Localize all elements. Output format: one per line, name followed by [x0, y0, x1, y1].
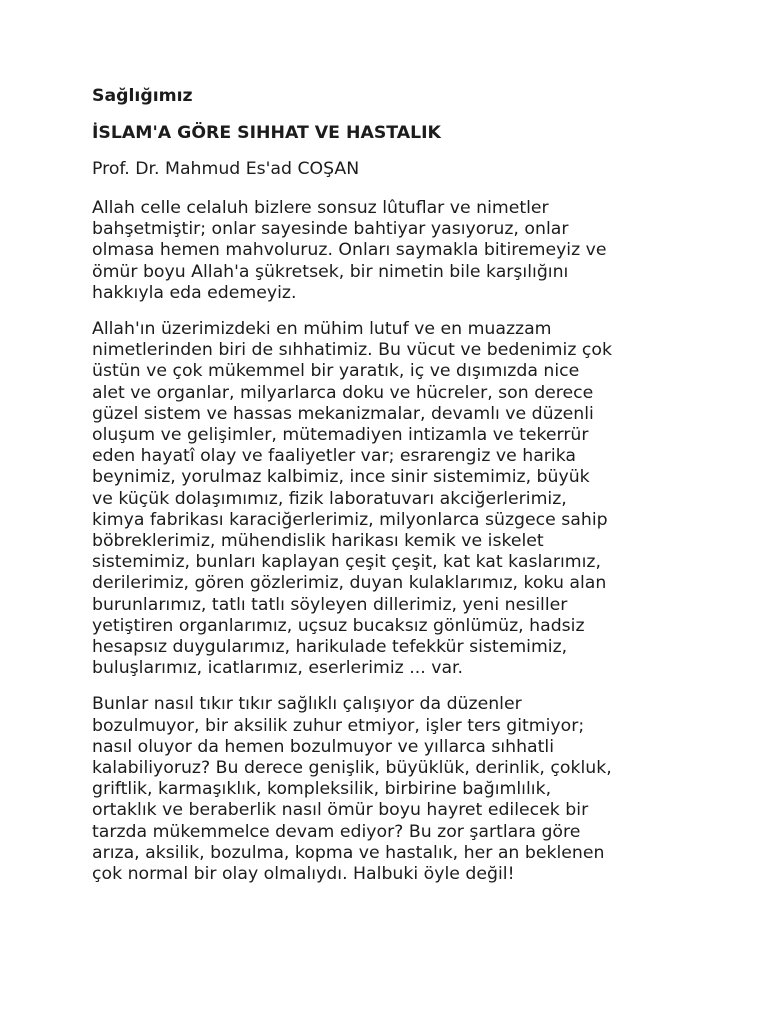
- text-line: olmasa hemen mahvoluruz. Onları saymakla bitiremeyiz ve: [92, 240, 607, 261]
- text-line: üstün ve çok mükemmel bir yaratık, iç ve dışımızda nice: [92, 361, 580, 382]
- text-line: çok normal bir olay olmalıydı. Halbuki öyle değil!: [92, 864, 515, 885]
- text-line: bahşetmiştir; onlar sayesinde bahtiyar yasıyoruz, onlar: [92, 219, 569, 240]
- text-line: alet ve organlar, milyarlarca doku ve hücreler, son derece: [92, 382, 594, 403]
- text-line: eden hayatî olay ve faaliyetler var; esrarengiz ve harika: [92, 446, 576, 467]
- text-line: nasıl oluyor da hemen bozulmuyor ve yıllarca sıhhatli: [92, 736, 555, 757]
- text-line: derilerimiz, gören gözlerimiz, duyan kulaklarımız, koku alan: [92, 573, 607, 594]
- paragraph-2: [92, 319, 692, 679]
- text-line: böbreklerimiz, mühendislik harikası kemik ve iskelet: [92, 531, 544, 552]
- text-line: kimya fabrikası karaciğerlerimiz, milyonlarca süzgece sahip: [92, 509, 608, 530]
- author-line: Prof. Dr. Mahmud Es'ad COŞAN: [92, 159, 360, 179]
- text-line: oluşum ve gelişimler, mütemadiyen intizamla ve tekerrür: [92, 425, 589, 446]
- text-line: Bunlar nasıl tıkır tıkır sağlıklı çalışıyor da düzenler: [92, 694, 522, 715]
- text-line: griftlik, karmaşıklık, kompleksilik, birbirine bağımlılık,: [92, 779, 552, 800]
- text-line: tarzda mükemmelce devam ediyor? Bu zor şartlara göre: [92, 821, 581, 842]
- text-line: beynimiz, yorulmaz kalbimiz, ince sinir sistemimiz, büyük: [92, 467, 590, 488]
- text-line: sistemimiz, bunları kaplayan çeşit çeşit, kat kat kaslarımız,: [92, 552, 601, 573]
- text-line: yetiştiren organlarımız, uçsuz bucaksız gönlümüz, hadsiz: [92, 615, 585, 636]
- text-line: burunlarımız, tatlı tatlı söyleyen dillerimiz, yeni nesiller: [92, 594, 568, 615]
- text-line: hesapsız duygularımız, harikulade tefekkür sistemimiz,: [92, 637, 568, 658]
- article-title: İSLAM'A GÖRE SIHHAT VE HASTALIK: [92, 123, 441, 143]
- text-line: Allah'ın üzerimizdeki en mühim lutuf ve en muazzam: [92, 319, 552, 340]
- text-line: Allah celle celaluh bizlere sonsuz lûtuflar ve nimetler: [92, 198, 549, 218]
- paragraph-3: [92, 694, 692, 885]
- document-page: [92, 84, 692, 885]
- text-line: buluşlarımız, icatlarımız, eserlerimiz ... var.: [92, 658, 464, 679]
- text-line: ortaklık ve beraberlik nasıl ömür boyu hayret edilecek bir: [92, 800, 589, 821]
- text-line: arıza, aksilik, bozulma, kopma ve hastalık, her an beklenen: [92, 842, 605, 863]
- text-line: ve küçük dolaşımımız, fizik laboratuvarı akciğerlerimiz,: [92, 488, 567, 509]
- text-line: bozulmuyor, bir aksilik zuhur etmiyor, işler ters gitmiyor;: [92, 715, 585, 736]
- section-heading: Sağlığımız: [92, 86, 193, 106]
- paragraph-1: [92, 198, 692, 304]
- text-line: hakkıyla eda edemeyiz.: [92, 282, 297, 303]
- text-line: nimetlerinden biri de sıhhatimiz. Bu vücut ve bedenimiz çok: [92, 340, 612, 361]
- text-line: ömür boyu Allah'a şükretsek, bir nimetin bile karşılığını: [92, 261, 569, 282]
- text-line: kalabiliyoruz? Bu derece genişlik, büyüklük, derinlik, çokluk,: [92, 758, 612, 779]
- text-line: güzel sistem ve hassas mekanizmalar, devamlı ve düzenli: [92, 403, 594, 424]
